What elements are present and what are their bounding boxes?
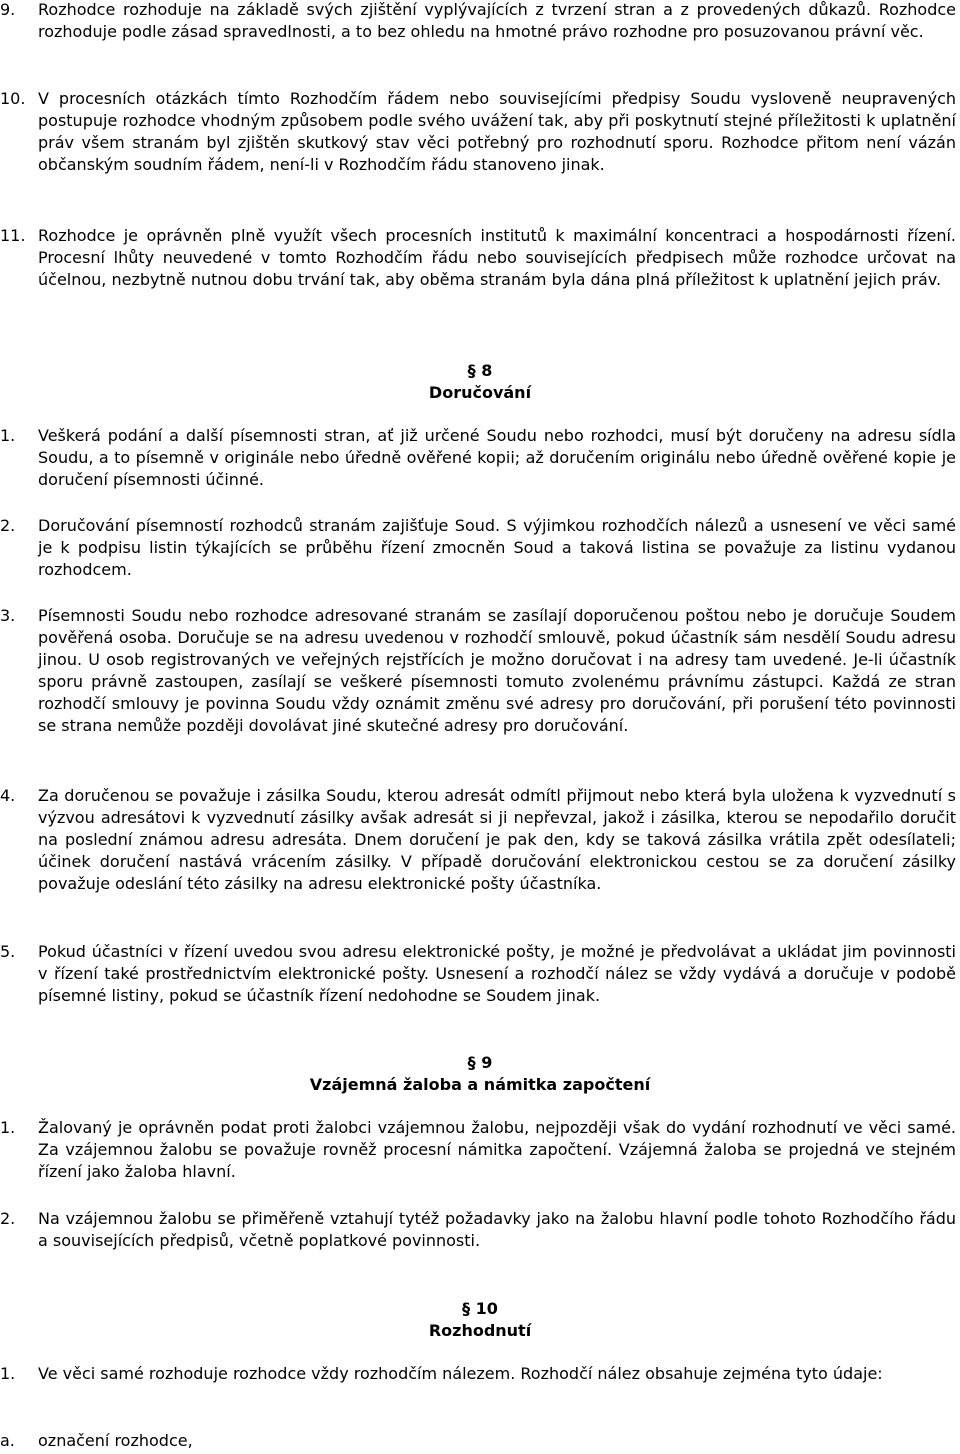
section-9-title: Vzájemná žaloba a námitka započtení [309, 1075, 651, 1094]
paragraph-number: 2. [0, 1209, 16, 1228]
section-10-subitem-a [0, 1430, 956, 1452]
paragraph-text: Doručování písemností rozhodců stranám zajišťuje Soud. S výjimkou rozhodčích nálezů a usnesení ve věci samé je k podpisu listin týkajících se průběhu řízení zmocněn Soud a taková listina se považuje za listinu vydanou rozhodcem. [38, 516, 956, 579]
section-10-item-1 [0, 1363, 956, 1385]
paragraph-text: Ve věci samé rozhoduje rozhodce vždy rozhodčím nálezem. Rozhodčí nález obsahuje zejména tyto údaje: [38, 1364, 883, 1383]
paragraph-text: V procesních otázkách tímto Rozhodčím řádem nebo souvisejícími předpisy Soudu vysloveně neupravených postupuje rozhodce vhodným způsobem podle svého uvážení tak, aby při poskytnutí stejné příležitosti k uplatnění práv všem stranám byl zjištěn skutkový stav věci potřebný pro rozhodnutí sporu. Rozhodce přitom není vázán občanským soudním řádem, není-li v Rozhodčím řádu stanoveno jinak. [38, 89, 956, 174]
paragraph-text: Na vzájemnou žalobu se přiměřeně vztahují tytéž požadavky jako na žalobu hlavní podle tohoto Rozhodčího řádu a souvisejících předpisů, včetně poplatkové povinnosti. [38, 1209, 956, 1250]
paragraph-number: 1. [0, 1364, 16, 1383]
paragraph-10 [0, 88, 956, 176]
paragraph-number: 10. [0, 89, 26, 108]
paragraph-text: Rozhodce rozhoduje na základě svých zjištění vyplývajících z tvrzení stran a z provedených důkazů. Rozhodce rozhoduje podle zásad spravedlnosti, a to bez ohledu na hmotné právo rozhodne pro posuzovanou právní věc. [38, 0, 956, 41]
section-8-number: § 8 [467, 361, 493, 380]
section-9-number: § 9 [467, 1053, 493, 1072]
section-8-item-1 [0, 425, 956, 491]
paragraph-text: Za doručenou se považuje i zásilka Soudu, kterou adresát odmítl přijmout nebo která byla uložena k vyzvednutí s výzvou adresátovi k vyzvednutí zásilky avšak adresát si ji nepřevzal, jakož i zásilka, kterou se nepodařilo doručit na poslední známou adresu adresáta. Dnem doručení je pak den, kdy se taková zásilka vrátila zpět odesílateli; účinek doručení nastává vrácením zásilky. V případě doručování elektronickou cestou se za doručení zásilky považuje odeslání této zásilky na adresu elektronické pošty účastníka. [38, 786, 956, 893]
section-8-item-2 [0, 515, 956, 581]
section-10-title: Rozhodnutí [428, 1321, 532, 1340]
subitem-letter: a. [0, 1431, 15, 1450]
section-9-item-2 [0, 1208, 956, 1252]
paragraph-number: 3. [0, 606, 16, 625]
paragraph-number: 4. [0, 786, 16, 805]
section-8-item-4 [0, 785, 956, 895]
paragraph-number: 5. [0, 942, 16, 961]
section-10-number: § 10 [462, 1299, 498, 1318]
paragraph-text: Veškerá podání a další písemnosti stran, ať již určené Soudu nebo rozhodci, musí být doručeny na adresu sídla Soudu, a to písemně v originále nebo úředně ověřené kopii; až doručením originálu nebo úředně ověřené kopie je doručení písemnosti účinné. [38, 426, 956, 489]
paragraph-number: 1. [0, 1118, 16, 1137]
paragraph-11 [0, 225, 956, 291]
paragraph-text: Pokud účastníci v řízení uvedou svou adresu elektronické pošty, je možné je předvolávat a ukládat jim povinnosti v řízení také prostřednictvím elektronické pošty. Usnesení a rozhodčí nález se vždy vydává a doručuje v podobě písemné listiny, pokud se účastník řízení nedohodne se Soudem jinak. [38, 942, 956, 1005]
paragraph-9 [0, 0, 956, 43]
paragraph-number: 2. [0, 516, 16, 535]
section-8-item-5 [0, 941, 956, 1007]
subitem-text: označení rozhodce, [38, 1431, 193, 1450]
paragraph-number: 9. [0, 0, 16, 19]
paragraph-text: Písemnosti Soudu nebo rozhodce adresované stranám se zasílají doporučenou poštou nebo je doručuje Soudem pověřená osoba. Doručuje se na adresu uvedenou v rozhodčí smlouvě, pokud účastník sám nesdělí Soudu adresu jinou. U osob registrovaných ve veřejných rejstřících je možno doručovat i na adresy tam uvedené. Je-li účastník sporu právně zastoupen, zasílají se veškeré písemnosti tomuto zvolenému právnímu zástupci. Každá ze stran rozhodčí smlouvy je povinna Soudu vždy oznámit změnu své adresy pro doručování, při porušení této povinnosti se strana nemůže později dovolávat jiné skutečné adresy pro doručování. [38, 606, 956, 735]
paragraph-text: Žalovaný je oprávněn podat proti žalobci vzájemnou žalobu, nejpozději však do vydání rozhodnutí ve věci samé. Za vzájemnou žalobu se považuje rovněž procesní námitka započtení. Vzájemná žaloba se projedná ve stejném řízení jako žaloba hlavní. [38, 1118, 956, 1181]
paragraph-text: Rozhodce je oprávněn plně využít všech procesních institutů k maximální koncentraci a hospodárnosti řízení. Procesní lhůty neuvedené v tomto Rozhodčím řádu nebo souvisejících předpisech může rozhodce určovat na účelnou, nezbytně nutnou dobu trvání tak, aby oběma stranám byla dána plná příležitost k uplatnění jejich práv. [38, 226, 956, 289]
paragraph-number: 1. [0, 426, 16, 445]
section-8-item-3 [0, 605, 956, 737]
section-8-title: Doručování [428, 383, 532, 402]
paragraph-number: 11. [0, 226, 26, 245]
section-9-item-1 [0, 1117, 956, 1183]
